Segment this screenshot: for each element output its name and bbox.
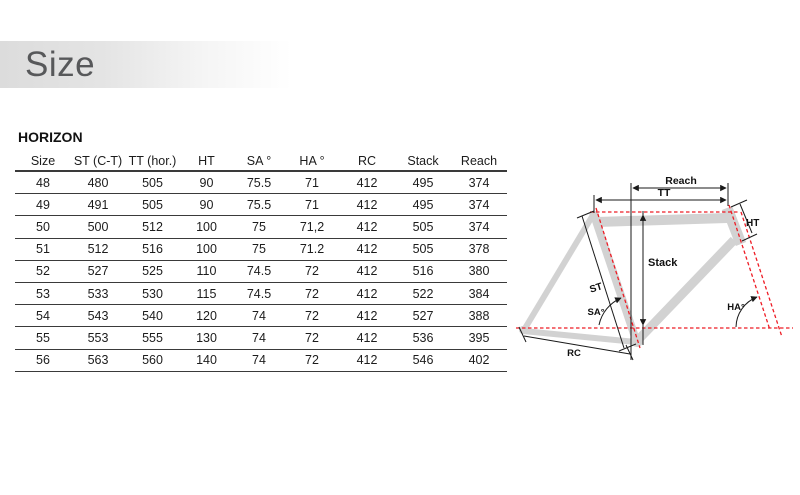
table-cell: 75 [233, 216, 285, 238]
table-cell: 388 [451, 305, 507, 327]
table-cell: 52 [15, 260, 71, 282]
rc-label: RC [567, 348, 581, 359]
table-cell: 500 [71, 216, 125, 238]
column-header: Reach [451, 151, 507, 171]
bike-frame [519, 208, 741, 347]
table-cell: 395 [451, 327, 507, 349]
rc-tick-right [626, 345, 633, 360]
table-cell: 533 [71, 282, 125, 304]
table-header-row [15, 151, 507, 171]
column-header: HA ° [285, 151, 339, 171]
table-cell: 72 [285, 327, 339, 349]
column-header: Stack [395, 151, 451, 171]
table-cell: 71 [285, 171, 339, 194]
table-cell: 48 [15, 171, 71, 194]
table-row [15, 194, 507, 216]
ht-label: HT [746, 218, 760, 229]
column-header: ST (C-T) [71, 151, 125, 171]
table-cell: 505 [125, 171, 180, 194]
table-cell: 412 [339, 238, 395, 260]
top-tube [597, 218, 727, 222]
table-cell: 491 [71, 194, 125, 216]
table-cell: 50 [15, 216, 71, 238]
table-cell: 505 [395, 216, 451, 238]
table-cell: 100 [180, 216, 233, 238]
table-cell: 374 [451, 216, 507, 238]
column-header: HT [180, 151, 233, 171]
table-cell: 55 [15, 327, 71, 349]
ha-label: HA° [727, 302, 745, 313]
table-cell: 90 [180, 171, 233, 194]
size-banner [0, 41, 292, 88]
table-cell: 74.5 [233, 260, 285, 282]
table-cell: 120 [180, 305, 233, 327]
table-cell: 412 [339, 171, 395, 194]
table-cell: 72 [285, 305, 339, 327]
table-cell: 555 [125, 327, 180, 349]
reach-label: Reach [665, 175, 697, 187]
table-cell: 74 [233, 305, 285, 327]
down-tube [637, 240, 734, 341]
table-cell: 374 [451, 194, 507, 216]
table-cell: 74 [233, 327, 285, 349]
column-header: RC [339, 151, 395, 171]
table-cell: 75.5 [233, 194, 285, 216]
table-cell: 74.5 [233, 282, 285, 304]
table-row [15, 282, 507, 304]
table-cell: 505 [125, 194, 180, 216]
table-cell: 140 [180, 349, 233, 371]
column-header: SA ° [233, 151, 285, 171]
table-cell: 543 [71, 305, 125, 327]
table-cell: 402 [451, 349, 507, 371]
table-cell: 530 [125, 282, 180, 304]
table-cell: 560 [125, 349, 180, 371]
table-cell: 546 [395, 349, 451, 371]
table-cell: 480 [71, 171, 125, 194]
table-cell: 495 [395, 194, 451, 216]
table-cell: 75.5 [233, 171, 285, 194]
table-cell: 412 [339, 327, 395, 349]
table-cell: 378 [451, 238, 507, 260]
table-cell: 527 [395, 305, 451, 327]
table-cell: 412 [339, 305, 395, 327]
ht-tick-top [731, 200, 747, 207]
head-tube [727, 208, 741, 244]
table-cell: 512 [125, 216, 180, 238]
stack-label: Stack [648, 257, 678, 269]
table-cell: 71,2 [285, 216, 339, 238]
table-cell: 522 [395, 282, 451, 304]
table-cell: 525 [125, 260, 180, 282]
steering-axis-line [741, 212, 782, 337]
table-cell: 412 [339, 216, 395, 238]
table-cell: 72 [285, 349, 339, 371]
table-cell: 553 [71, 327, 125, 349]
table-cell: 100 [180, 238, 233, 260]
table-cell: 516 [395, 260, 451, 282]
table-cell: 53 [15, 282, 71, 304]
table-cell: 49 [15, 194, 71, 216]
size-banner-title: Size [25, 44, 96, 84]
table-cell: 115 [180, 282, 233, 304]
table-cell: 495 [395, 171, 451, 194]
table-cell: 54 [15, 305, 71, 327]
table-row [15, 305, 507, 327]
table-cell: 536 [395, 327, 451, 349]
table-cell: 512 [71, 238, 125, 260]
table-cell: 130 [180, 327, 233, 349]
table-cell: 71.2 [285, 238, 339, 260]
table-cell: 412 [339, 349, 395, 371]
table-row [15, 238, 507, 260]
table-cell: 384 [451, 282, 507, 304]
table-cell: 71 [285, 194, 339, 216]
column-header: TT (hor.) [125, 151, 180, 171]
table-cell: 75 [233, 238, 285, 260]
geometry-table [15, 151, 507, 372]
seat-stay-tube [524, 215, 593, 330]
table-cell: 380 [451, 260, 507, 282]
table-cell: 505 [395, 238, 451, 260]
table-cell: 412 [339, 194, 395, 216]
table-row [15, 171, 507, 194]
frame-geometry-diagram [505, 148, 800, 383]
table-row [15, 216, 507, 238]
column-header: Size [15, 151, 71, 171]
table-cell: 412 [339, 260, 395, 282]
table-cell: 563 [71, 349, 125, 371]
table-cell: 374 [451, 171, 507, 194]
table-row [15, 349, 507, 371]
table-cell: 72 [285, 282, 339, 304]
table-cell: 540 [125, 305, 180, 327]
table-cell: 90 [180, 194, 233, 216]
table-cell: 527 [71, 260, 125, 282]
table-row [15, 327, 507, 349]
table-cell: 412 [339, 282, 395, 304]
table-cell: 56 [15, 349, 71, 371]
table-title: HORIZON [18, 129, 83, 145]
table-cell: 74 [233, 349, 285, 371]
table-cell: 51 [15, 238, 71, 260]
table-row [15, 260, 507, 282]
st-label: ST [588, 281, 604, 296]
tt-label: TT [657, 187, 671, 199]
table-cell: 72 [285, 260, 339, 282]
table-cell: 110 [180, 260, 233, 282]
table-cell: 516 [125, 238, 180, 260]
sa-label: SA° [587, 307, 605, 318]
